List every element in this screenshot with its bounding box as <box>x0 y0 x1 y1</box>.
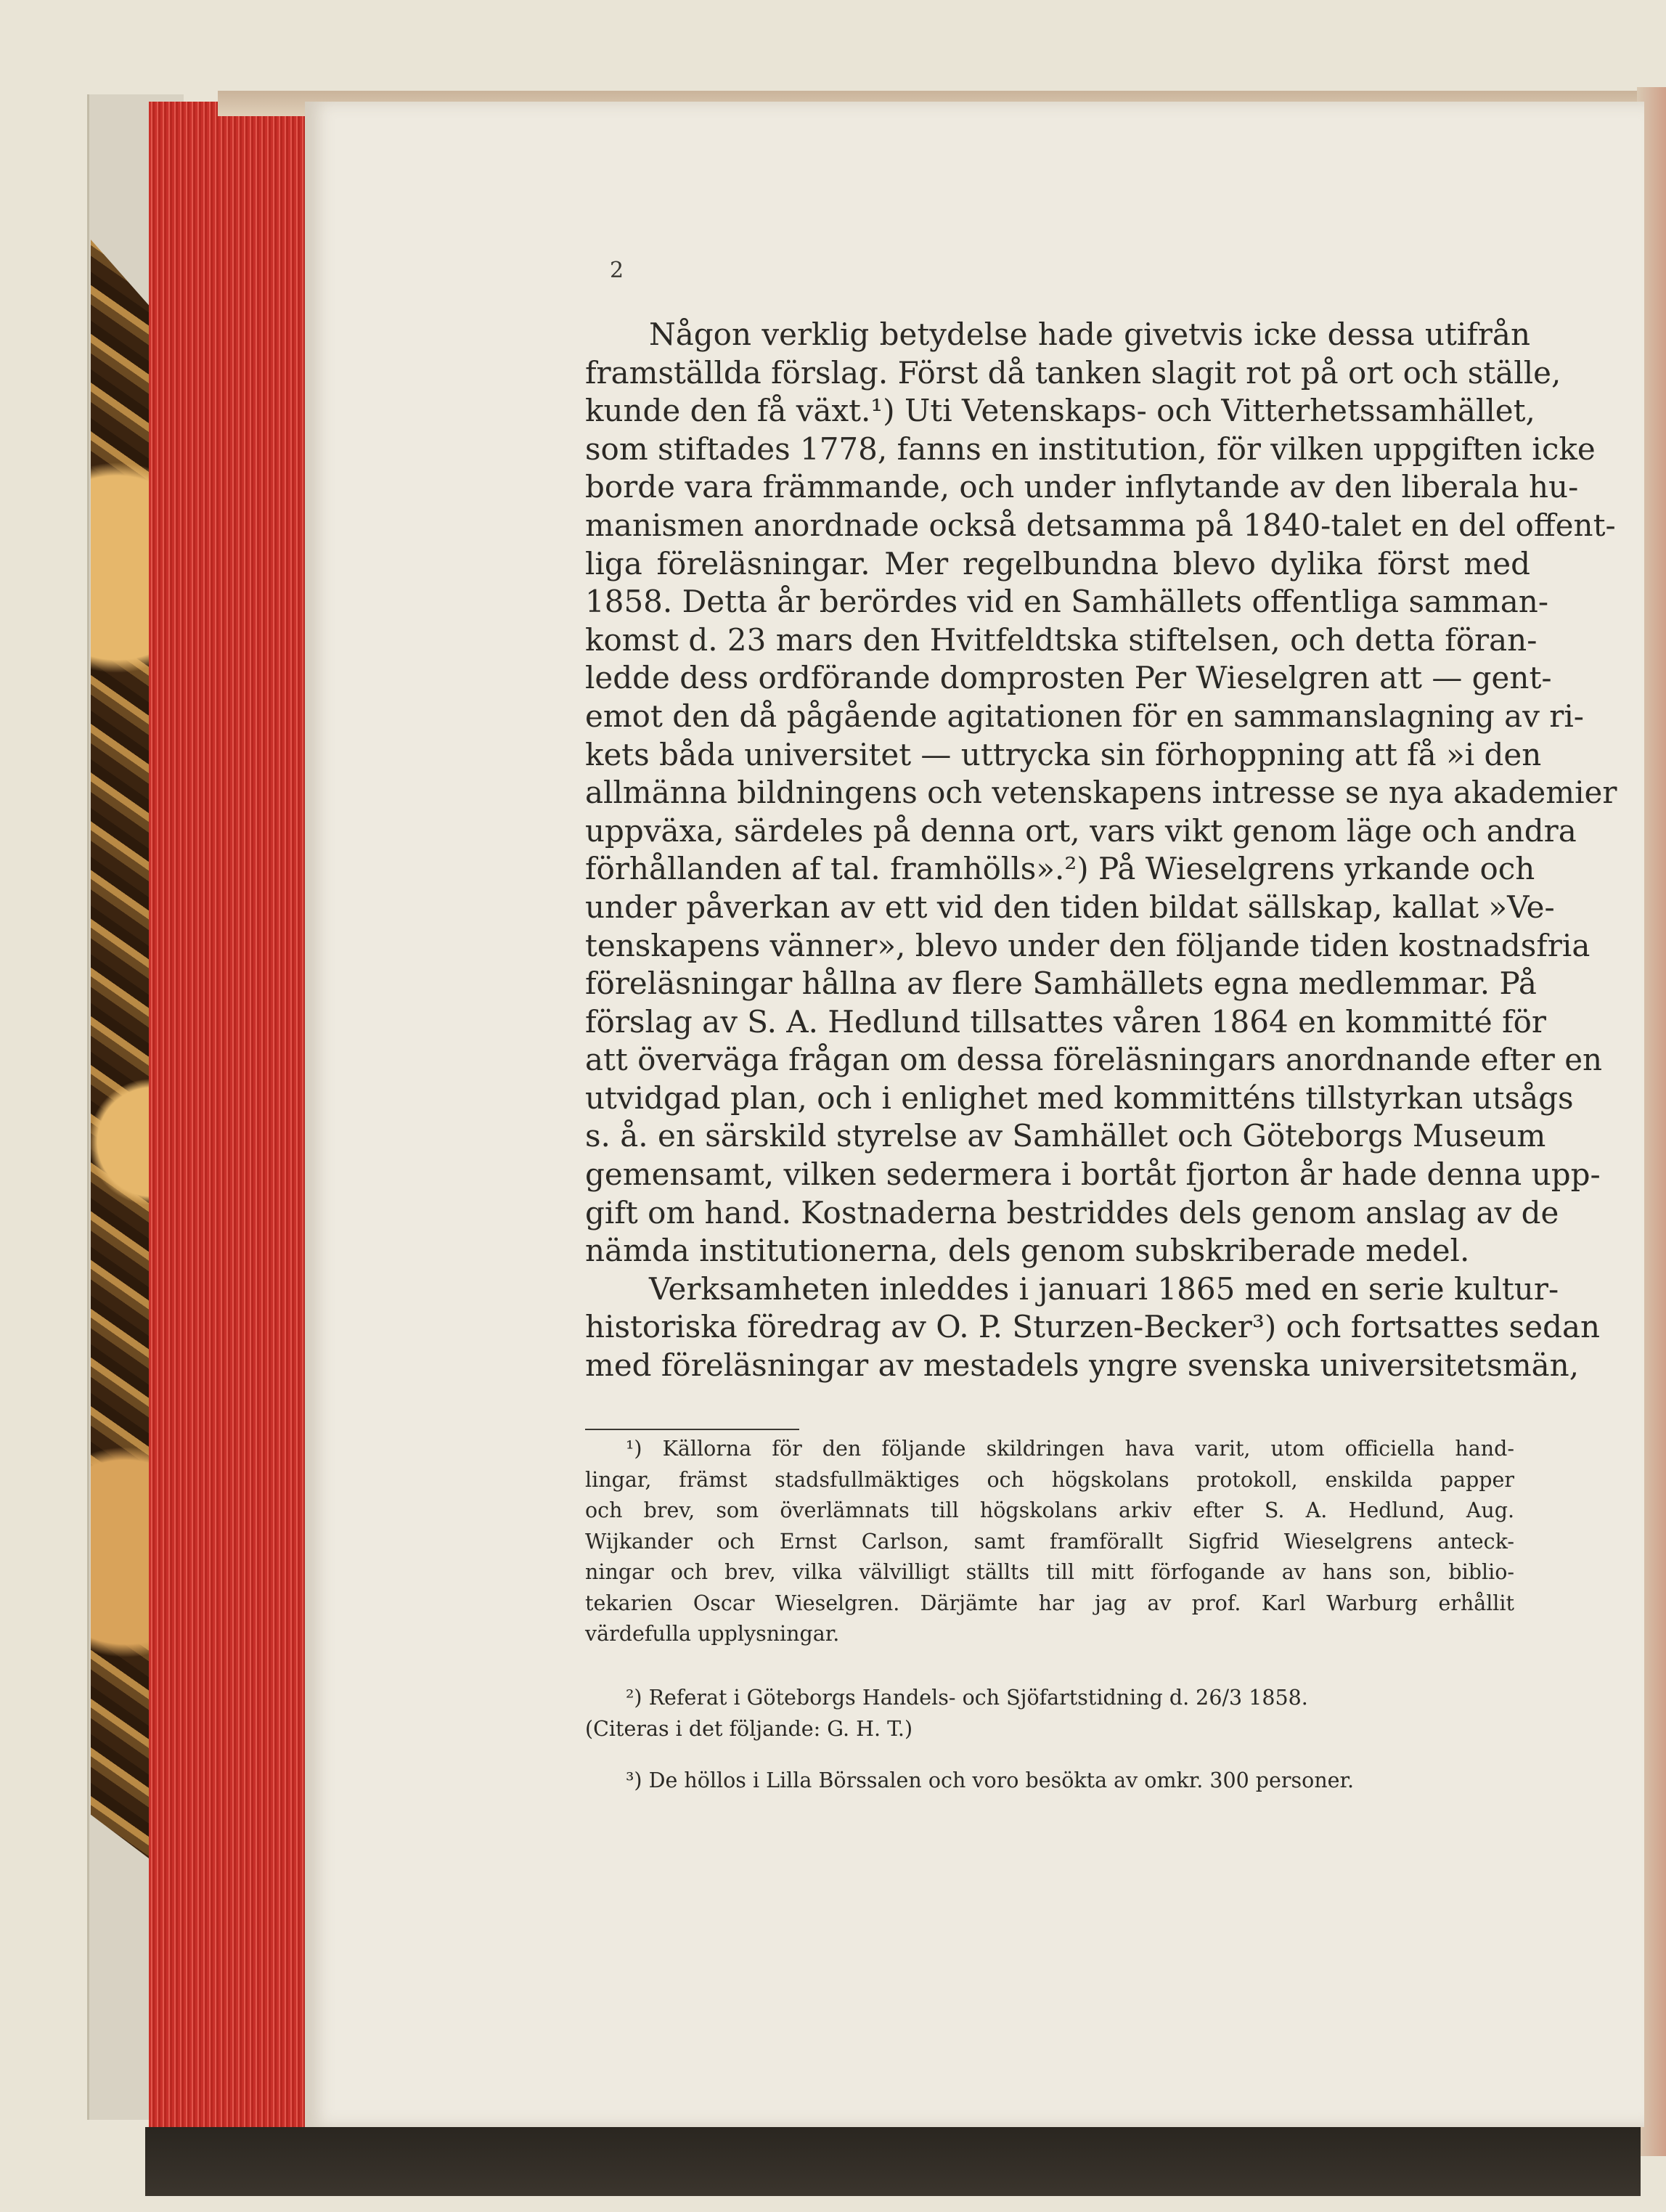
body-text <box>585 316 1617 1385</box>
footnote-line: ningar och brev, vilka välvilligt ställts till mitt förfogande av hans son, biblio- <box>585 1560 1514 1584</box>
footnote-line: ³) De höllos i Lilla Börssalen och voro besökta av omkr. 300 personer. <box>626 1768 1355 1792</box>
body-line: gift om hand. Kostnaderna bestriddes dels genom anslag av de <box>585 1194 1559 1231</box>
body-line: kunde den få växt.¹) Uti Vetenskaps- och Vitterhetssamhället, <box>585 393 1535 429</box>
body-line: under påverkan av ett vid den tiden bildat sällskap, kallat »Ve- <box>585 889 1555 925</box>
footnote-line: och brev, som överlämnats till högskolans arkiv efter S. A. Hedlund, Aug. <box>585 1498 1514 1522</box>
page-number: 2 <box>610 258 624 283</box>
footnote-line: ²) Referat i Göteborgs Handels- och Sjöfartstidning d. 26/3 1858. <box>626 1686 1308 1710</box>
red-page-edges <box>149 102 316 2171</box>
body-line: s. å. en särskild styrelse av Samhället och Göteborgs Museum <box>585 1118 1546 1154</box>
bottom-edge <box>145 2127 1641 2196</box>
footnote-line: ¹) Källorna för den följande skildringen hava varit, utom officiella hand- <box>626 1437 1514 1461</box>
body-line: utvidgad plan, och i enlighet med kommitténs tillstyrkan utsågs <box>585 1080 1574 1116</box>
body-line: historiska föredrag av O. P. Sturzen-Becker³) och fortsattes sedan <box>585 1309 1601 1345</box>
body-line: manismen anordnade också detsamma på 1840-talet en del offent- <box>585 507 1616 543</box>
body-line: nämda institutionerna, dels genom subskriberade medel. <box>585 1233 1470 1269</box>
body-line: 1858. Detta år berördes vid en Samhällets offentliga samman- <box>585 584 1549 620</box>
body-line: komst d. 23 mars den Hvitfeldtska stiftelsen, och detta föran- <box>585 621 1538 658</box>
body-line: allmänna bildningens och vetenskapens intresse se nya akademier <box>585 775 1617 811</box>
footnote-3 <box>585 1766 1453 1797</box>
body-line: Verksamheten inleddes i januari 1865 med en serie kultur- <box>649 1270 1559 1307</box>
footnote-line: (Citeras i det följande: G. H. T.) <box>585 1716 913 1741</box>
body-line: borde vara främmande, och under inflytande av den liberala hu- <box>585 469 1579 505</box>
body-line: framställda förslag. Först då tanken slagit rot på ort och ställe, <box>585 354 1561 391</box>
body-line: gemensamt, vilken sedermera i bortåt fjorton år hade denna upp- <box>585 1156 1601 1193</box>
footnote-2 <box>585 1683 1438 1744</box>
body-line: emot den då pågående agitationen för en sammanslagning av ri- <box>585 698 1584 734</box>
body-line: ledde dess ordförande domprosten Per Wieselgren att — gent- <box>585 660 1552 696</box>
footnote-line: värdefulla upplysningar. <box>585 1622 840 1646</box>
body-line: Någon verklig betydelse hade givetvis icke dessa utifrån <box>649 317 1530 352</box>
body-line: att överväga frågan om dessa föreläsningars anordnande efter en <box>585 1042 1603 1078</box>
body-line: som stiftades 1778, fanns en institution, för vilken uppgiften icke <box>585 430 1596 467</box>
body-line: förhållanden af tal. framhölls».²) På Wieselgrens yrkande och <box>585 851 1535 887</box>
body-line: kets båda universitet — uttrycka sin förhoppning att få »i den <box>585 736 1542 772</box>
body-line: förslag av S. A. Hedlund tillsattes våren 1864 en kommitté för <box>585 1003 1547 1040</box>
footnote-line: lingar, främst stadsfullmäktiges och högskolans protokoll, enskilda papper <box>585 1467 1514 1492</box>
body-line: tenskapens vänner», blevo under den följande tiden kostnadsfria <box>585 927 1591 963</box>
body-line: med föreläsningar av mestadels yngre svenska universitetsmän, <box>585 1347 1580 1384</box>
footnote-rule <box>585 1429 799 1430</box>
footnote-1 <box>585 1434 1514 1650</box>
body-line: liga föreläsningar. Mer regelbundna blevo dylika först med <box>585 545 1530 581</box>
body-line: föreläsningar hållna av flere Samhällets egna medlemmar. På <box>585 966 1537 1002</box>
body-line: uppväxa, särdeles på denna ort, vars vikt genom läge och andra <box>585 812 1577 849</box>
footnote-line: tekarien Oscar Wieselgren. Därjämte har jag av prof. Karl Warburg erhållit <box>585 1591 1514 1615</box>
footnote-line: Wijkander och Ernst Carlson, samt framförallt Sigfrid Wieselgrens anteck- <box>585 1529 1514 1554</box>
